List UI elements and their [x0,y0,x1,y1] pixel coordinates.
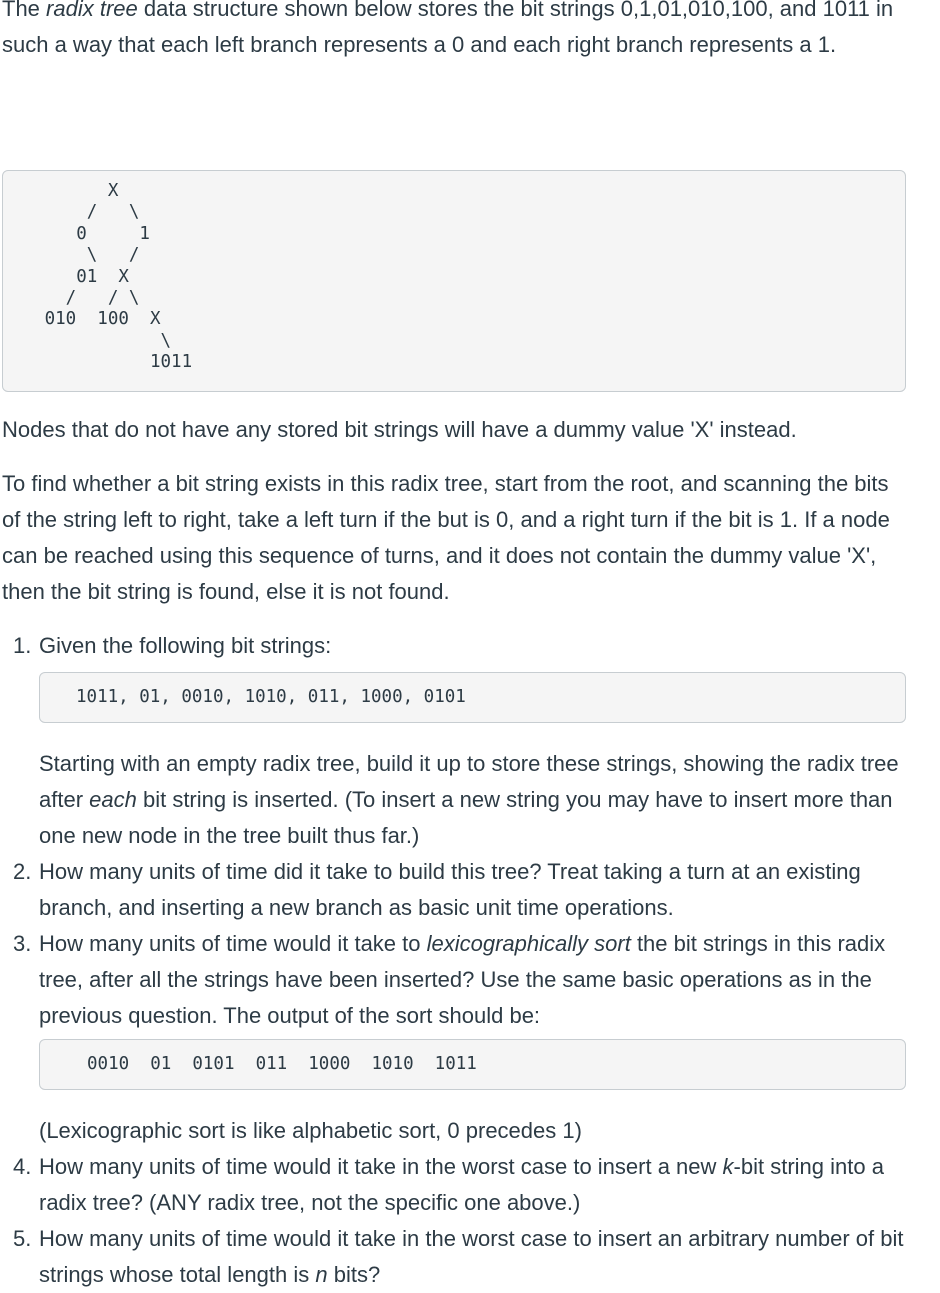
question-list [0,628,910,1293]
q4-text-after: -bit string into a radix tree? (ANY radix tree, not the specific one above.) [39,1154,884,1215]
question-2-text: How many units of time did it take to build this tree? Treat taking a turn at an existing branch, and inserting a new branch as basic unit time operations. [39,859,861,920]
question-4-text [39,1149,910,1221]
q5-text-before: How many units of time would it take in the worst case to insert an arbitrary number of bit strings whose total length is [39,1226,904,1287]
q3-emphasis: lexicographically sort [426,931,631,956]
radix-tree-diagram: X / \ 0 1 \ / 01 X / / \ 010 100 X \ 1011 [2,170,906,392]
question-4 [0,1149,910,1221]
q4-emphasis: k [722,1154,734,1179]
question-3-text [39,926,910,1034]
question-number: 1. [13,633,32,658]
question-number: 2. [13,859,32,884]
intro-paragraph [0,0,902,63]
intro-text-after: data structure shown below stores the bit strings 0,1,01,010,100, and 1011 in such a way that each left branch represents a 0 and each right branch represents a 1. [2,0,894,57]
question-number: 4. [13,1154,32,1179]
q1-text-after: bit string is inserted. (To insert a new string you may have to insert more than one new node in the tree built thus far.) [39,787,893,848]
question-5 [0,1221,910,1293]
intro-term-radix-tree: radix tree [46,0,138,21]
question-number: 5. [13,1226,32,1251]
q5-text-after: bits? [327,1262,381,1287]
question-number: 3. [13,931,32,956]
search-explanation: To find whether a bit string exists in this radix tree, start from the root, and scanning the bits of the string left to right, take a left turn if the but is 0, and a right turn if the bit is 1. If a node can be reached using this sequence of turns, and it does not contain the dummy value 'X', then the bit string is found, else it is not found. [2,471,890,604]
q5-emphasis: n [315,1262,328,1287]
bit-strings-code-block: 1011, 01, 0010, 1010, 011, 1000, 0101 [39,672,906,723]
question-3-note: (Lexicographic sort is like alphabetic sort, 0 precedes 1) [39,1118,582,1143]
question-1-lead: Given the following bit strings: [39,633,332,658]
q4-text-before: How many units of time would it take in the worst case to insert a new [39,1154,723,1179]
question-1 [0,628,910,854]
dummy-value-note: Nodes that do not have any stored bit strings will have a dummy value 'X' instead. [2,417,797,442]
question-2 [0,854,910,926]
sorted-output-code-block: 0010 01 0101 011 1000 1010 1011 [39,1039,906,1090]
question-3 [0,926,910,1149]
q1-text-before: Starting with an empty radix tree, build it up to store these strings, showing the radix tree after [39,751,899,812]
q3-text-after: the bit strings in this radix tree, after all the strings have been inserted? Use the same basic operations as in the previous question. The output of the sort should be: [39,931,886,1028]
question-1-instructions [39,746,910,854]
q1-emphasis: each [89,787,137,812]
q3-text-before: How many units of time would it take to [39,931,427,956]
question-5-text [39,1221,910,1293]
intro-text-before: The [2,0,47,21]
